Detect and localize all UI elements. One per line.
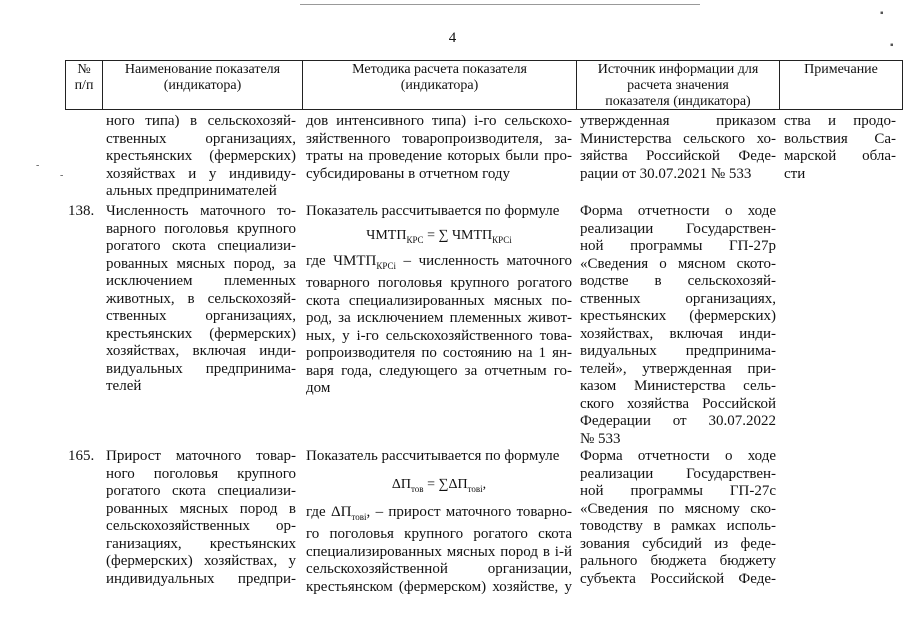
page-number: 4 [448,30,457,46]
text-line: Показатель рассчитывается по формуле [306,203,560,219]
text-line: ственных организациях, [580,290,776,307]
text-line: ропроизводителя по состоянию на 1 ян- [306,345,572,362]
text-line: траты на проведение которых были про- [306,148,572,164]
text-line: № 533 [580,430,621,447]
row165-source-cell [580,448,776,588]
text-line: Прирост маточного товар- [106,448,296,464]
row-number: 138. [68,203,95,219]
scan-artifact: - [60,170,64,181]
text-line: видуальных предпринима- [580,343,776,359]
text-line: рогатого скота специализи- [106,483,296,499]
header-method [303,62,576,108]
text-line: утвержденная приказом [580,113,776,129]
text-line: зяйственного товаропроизводителя, за- [306,130,572,147]
header-text: (индикатора) [163,78,242,93]
cont-method-cell [306,113,572,183]
text-line: рации от 30.07.2021 № 533 [580,165,752,182]
text-line: индивидуальных предпри- [106,570,296,587]
text-line: телей [106,378,142,394]
row138-method-cell [306,203,572,398]
text-line: «Сведения о мясном ското- [580,255,776,272]
header-text: показателя (индикатора) [605,94,751,109]
text-line: Форма отчетности о ходе [580,448,776,464]
text-line: рованных мясных пород, за [106,255,296,272]
text-line: где $\Delta П_{товi}$, – прирост маточного товарно- [306,503,572,522]
text-line: товодству в рамках исполь- [580,518,776,534]
text-line: Показатель рассчитывается по формуле [306,448,560,464]
row138-name-cell [106,203,296,396]
text-line: ского хозяйства Российской [580,395,776,412]
formula: $\Delta П_{тов} = \sum\Delta П_{товi}$, [391,476,487,494]
text-line: скота специализированных мясных по- [306,292,572,309]
text-line: рованных мясных пород в [106,500,296,517]
table-border-top [65,60,903,61]
text-line: Численность маточного то- [106,203,296,219]
text-line: дов интенсивного типа) i-го сельскохо- [306,113,572,129]
header-text: п/п [74,78,94,93]
text-line: видуальных предпринима- [106,360,296,377]
table-column-divider [902,60,903,110]
text-line: ной программы ГП-27с [580,483,776,499]
text-line: альных предпринимателей [106,183,277,199]
text-line: го поголовья крупного рогатого скота [306,526,572,543]
text-line: дом [306,380,331,397]
text-line: специализированных мясных пород в i-й [306,543,572,560]
text-line: Министерства сельского хо- [580,130,776,147]
text-line: сельскохозяйственной организации, [306,561,572,578]
text-line: хозяйствах, включая инди- [580,325,776,342]
text-line: марской обла- [784,148,896,164]
text-line: вольствия Са- [784,130,896,147]
text-line: крестьянском (фермерском) хозяйстве, у [306,578,572,595]
text-line: зования субсидий из феде- [580,535,776,552]
text-line: варя года, следующего за отчетным го- [306,362,572,379]
cont-source-cell [580,113,776,183]
header-text: № [77,62,91,77]
text-line: субсидированы в отчетном году [306,165,511,182]
cont-note-cell [784,113,896,183]
text-line: крестьянских (фермерских) [580,308,776,324]
text-line: водстве в сельскохозяй- [580,273,776,289]
text-line: ного поголовья крупного [106,465,296,482]
text-line: реализации Государствен- [580,220,776,237]
text-line: ного типа) в сельскохозяй- [106,113,296,129]
text-line: зяйства Российской Феде- [580,148,776,164]
text-line: сти [784,165,806,182]
scan-artifact: ▪ [880,8,884,19]
text-line: «Сведения по мясному ско- [580,500,776,517]
formula: $ЧМТП_{КРС}$ = ∑ $ЧМТП_{КРСi}$ [366,227,512,245]
text-line: Федерации от 30.07.2022 [580,413,776,429]
header-name [103,62,302,108]
text-line: сельскохозяйственных ор- [106,518,296,534]
text-line: варного поголовья крупного [106,220,296,237]
row-number: 165. [68,448,95,464]
row165-method-cell [306,448,572,596]
row138-source-cell [580,203,776,448]
text-line: ной программы ГП-27р [580,238,776,254]
text-line: животных, в сельскохозяй- [106,290,296,307]
text-line: ных, у i-го сельскохозяйственного това- [306,327,572,344]
text-line: реализации Государствен- [580,465,776,482]
text-line: (фермерских) хозяйствах, у [106,553,296,569]
header-note [780,62,902,108]
header-text: Источник информации для [597,62,759,77]
text-line: ства и продо- [784,113,896,129]
text-line: хозяйствах, включая инди- [106,343,296,359]
text-line: род, за исключением племенных живот- [306,310,572,327]
text-line: телей», утвержденная при- [580,360,776,377]
text-line: субъекта Российской Феде- [580,570,776,587]
text-line: рального бюджета бюджету [580,553,776,569]
scan-artifact [300,4,700,5]
text-line: ственных организациях, [106,130,296,147]
cont-name-cell [106,113,296,201]
header-text: расчета значения [627,78,729,93]
scan-artifact: ▪ [890,40,894,51]
text-line: ганизациях, крестьянских [106,535,296,552]
text-line: крестьянских (фермерских) [106,148,296,164]
header-source [577,62,779,108]
text-line: крестьянских (фермерских) [106,325,296,342]
text-line: хозяйствах и у индивиду- [106,165,296,182]
row165-name-cell [106,448,296,588]
header-text: Примечание [804,62,878,77]
header-text: (индикатора) [400,78,479,93]
header-text: Наименование показателя [124,62,281,77]
text-line: исключением племенных [106,273,296,289]
text-line: казом Министерства сель- [580,378,776,394]
text-line: где $ЧМТП_{КРСi}$ – численность маточного [306,252,572,271]
text-line: ственных организациях, [106,308,296,324]
text-line: товарного поголовья крупного рогатого [306,275,572,292]
text-line: Форма отчетности о ходе [580,203,776,219]
header-number [66,62,102,108]
text-line: рогатого скота специализи- [106,238,296,254]
header-text: Методика расчета показателя [352,62,527,77]
scan-artifact: - [36,160,40,171]
